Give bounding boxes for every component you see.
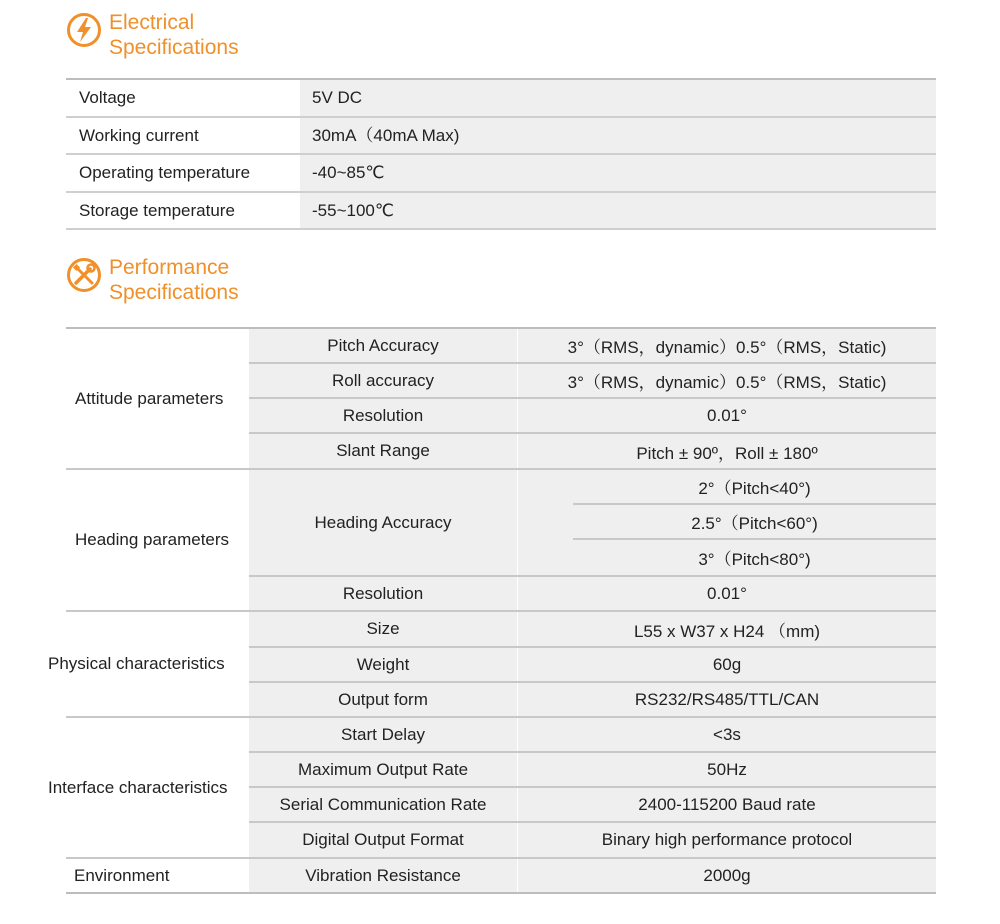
table-row [66, 80, 936, 118]
param-label: Maximum Output Rate [249, 753, 517, 786]
spec-label: Operating temperature [66, 155, 311, 191]
electrical-table [66, 80, 936, 230]
param-label: Output form [249, 683, 517, 716]
param-value: 3°（RMS，dynamic）0.5°（RMS，Static) [518, 364, 936, 397]
param-value: RS232/RS485/TTL/CAN [518, 683, 936, 716]
table-row [66, 118, 936, 156]
param-label: Digital Output Format [249, 823, 517, 857]
spec-value: 5V DC [300, 80, 936, 116]
param-value: Pitch ± 90º，Roll ± 180º [518, 434, 936, 468]
param-value: 60g [518, 648, 936, 681]
table-row [66, 193, 936, 231]
param-label: Pitch Accuracy [249, 329, 517, 362]
param-label: Roll accuracy [249, 364, 517, 397]
spec-label: Voltage [66, 80, 311, 116]
performance-section-header [66, 255, 239, 305]
param-label: Serial Communication Rate [249, 788, 517, 821]
lightning-icon [66, 12, 102, 48]
param-value: 0.01° [518, 399, 936, 432]
table-row [66, 155, 936, 193]
param-label: Resolution [249, 399, 517, 432]
group-label-interface: Interface characteristics [46, 718, 248, 857]
performance-title-line1: Performance [109, 256, 230, 279]
performance-title-line2: Specifications [109, 281, 239, 304]
group-label-physical: Physical characteristics [46, 612, 248, 716]
param-label: Weight [249, 648, 517, 681]
electrical-title-line1: Electrical [109, 11, 195, 34]
param-value: Binary high performance protocol [518, 823, 936, 857]
group-label-environment: Environment [66, 859, 248, 892]
param-label: Start Delay [249, 718, 517, 751]
performance-title [109, 255, 239, 305]
param-value: 50Hz [518, 753, 936, 786]
param-label: Slant Range [249, 434, 517, 468]
param-value: 2400-115200 Baud rate [518, 788, 936, 821]
param-value: 2000g [518, 859, 936, 892]
spec-label: Storage temperature [66, 193, 311, 229]
spec-value: -40~85℃ [300, 155, 936, 191]
electrical-title [109, 10, 239, 60]
param-label: Heading Accuracy [249, 470, 517, 575]
electrical-title-line2: Specifications [109, 36, 239, 59]
group-label-attitude: Attitude parameters [66, 329, 246, 468]
spec-value: 30mA（40mA Max) [300, 118, 936, 154]
group-label-heading: Heading parameters [66, 470, 248, 610]
param-value: L55 x W37 x H24 （mm) [518, 612, 936, 646]
wrench-screwdriver-icon [66, 257, 102, 293]
param-label: Resolution [249, 577, 517, 610]
param-value: 2°（Pitch<40°) [573, 470, 936, 503]
param-value: 3°（Pitch<80°) [573, 540, 936, 575]
spec-value: -55~100℃ [300, 193, 936, 229]
param-value: 2.5°（Pitch<60°) [573, 505, 936, 538]
param-value: 3°（RMS，dynamic）0.5°（RMS，Static) [518, 329, 936, 362]
param-value: 0.01° [518, 577, 936, 610]
param-value: <3s [518, 718, 936, 751]
param-label: Vibration Resistance [249, 859, 517, 892]
spec-label: Working current [66, 118, 311, 154]
electrical-section-header [66, 10, 239, 60]
performance-table [0, 327, 1000, 895]
param-label: Size [249, 612, 517, 646]
